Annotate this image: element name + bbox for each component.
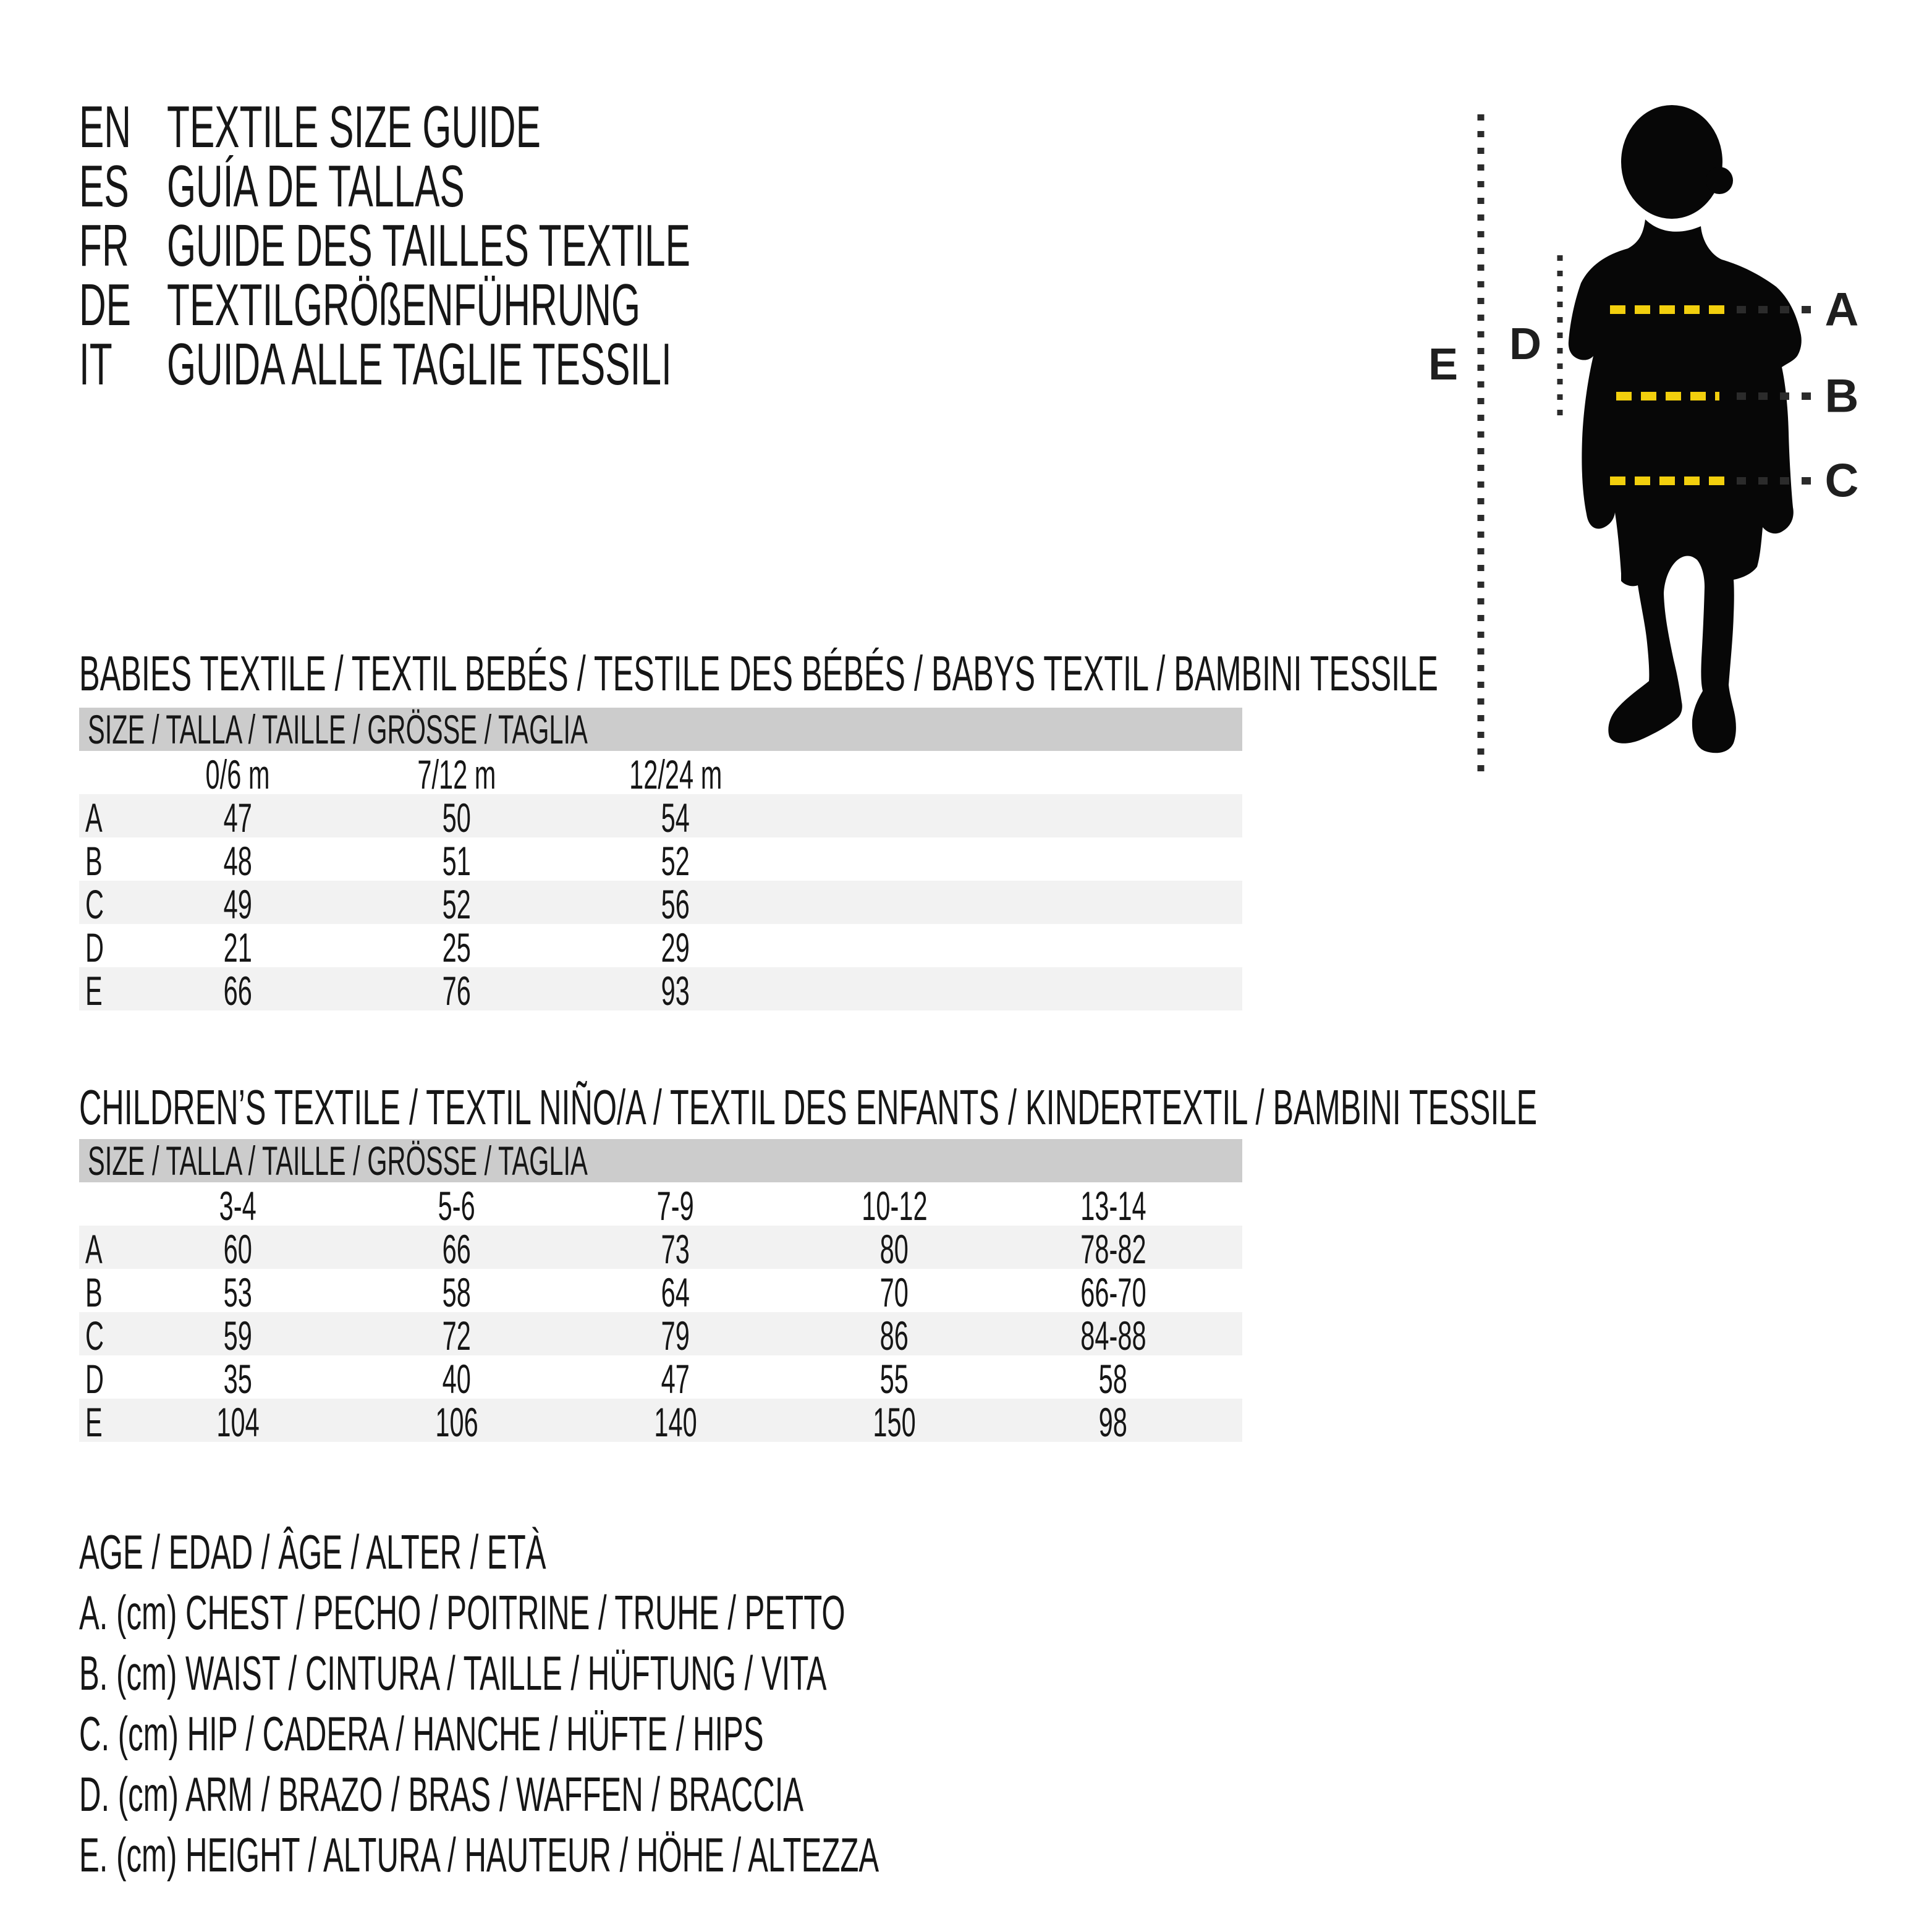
table-row: [79, 1312, 1242, 1358]
value-cell: 58: [1098, 1356, 1128, 1402]
table-row: [79, 967, 1242, 1014]
legend-item: B. (cm) WAIST / CINTURA / TAILLE / HÜFTUNG / VITA: [79, 1646, 827, 1700]
value-cell: 140: [654, 1399, 697, 1445]
table-row: [79, 881, 1242, 927]
column-header: 13-14: [1080, 1183, 1146, 1229]
row-label: B: [85, 838, 103, 884]
column-header: 5-6: [438, 1183, 476, 1229]
language-title: GUIDE DES TAILLES TEXTILE: [167, 213, 691, 279]
value-cell: 29: [661, 925, 690, 970]
children-size-table: [79, 1138, 1242, 1445]
language-title: TEXTILGRÖßENFÜHRUNG: [167, 272, 641, 338]
value-cell: 49: [223, 881, 253, 927]
legend-item: A. (cm) CHEST / PECHO / POITRINE / TRUHE / PETTO: [79, 1585, 845, 1640]
value-cell: 66: [442, 1226, 472, 1272]
row-label: C: [85, 881, 104, 927]
measurement-legend: [79, 1522, 1349, 1885]
table-row: [79, 837, 1242, 884]
value-cell: 52: [661, 838, 690, 884]
value-cell: 50: [442, 795, 472, 841]
value-cell: 55: [879, 1356, 909, 1402]
value-cell: 93: [661, 968, 690, 1014]
value-cell: 25: [442, 925, 472, 970]
height-label: E: [1428, 340, 1459, 389]
column-header: 10-12: [861, 1183, 928, 1229]
column-header: 7-9: [656, 1183, 695, 1229]
babies-section-title: [79, 646, 1932, 701]
language-code: EN: [79, 94, 132, 160]
value-cell: 66: [223, 968, 253, 1014]
language-title: GUÍA DE TALLAS: [167, 153, 465, 219]
row-label: E: [85, 1399, 103, 1445]
value-cell: 51: [442, 838, 472, 884]
language-code: DE: [79, 272, 132, 338]
value-cell: 98: [1098, 1399, 1128, 1445]
column-header: 12/24 m: [629, 752, 722, 797]
language-code: ES: [79, 153, 129, 219]
value-cell: 47: [223, 795, 253, 841]
value-cell: 70: [879, 1269, 909, 1315]
babies-size-table: [79, 706, 1242, 1014]
chest-label: A: [1824, 283, 1859, 336]
value-cell: 52: [442, 881, 472, 927]
value-cell: 54: [661, 795, 690, 841]
value-cell: 47: [661, 1356, 690, 1402]
value-cell: 58: [442, 1269, 472, 1315]
value-cell: 56: [661, 881, 690, 927]
row-label: D: [85, 1356, 104, 1402]
size-header-label: SIZE / TALLA / TAILLE / GRÖSSE / TAGLIA: [88, 1138, 588, 1184]
waist-label: B: [1824, 370, 1859, 423]
value-cell: 106: [435, 1399, 478, 1445]
value-cell: 60: [223, 1226, 253, 1272]
value-cell: 79: [661, 1313, 690, 1358]
row-label: A: [85, 795, 103, 841]
legend-item: C. (cm) HIP / CADERA / HANCHE / HÜFTE / HIPS: [79, 1706, 764, 1761]
children-section-title-text: CHILDREN’S TEXTILE / TEXTIL NIÑO/A / TEXTIL DES ENFANTS / KINDERTEXTIL / BAMBINI TESSILE: [79, 1080, 1538, 1135]
row-label: D: [85, 925, 104, 970]
legend-item: D. (cm) ARM / BRAZO / BRAS / WAFFEN / BRACCIA: [79, 1767, 804, 1821]
silhouette-ear: [1706, 167, 1733, 194]
table-row: [79, 1355, 1242, 1402]
column-header: 3-4: [219, 1183, 257, 1229]
language-code: IT: [79, 331, 112, 397]
value-cell: 64: [661, 1269, 690, 1315]
arm-label: D: [1509, 320, 1541, 369]
hip-label: C: [1824, 454, 1859, 507]
value-cell: 84-88: [1080, 1313, 1146, 1358]
row-label: B: [85, 1269, 103, 1315]
value-cell: 21: [223, 925, 253, 970]
value-cell: 59: [223, 1313, 253, 1358]
value-cell: 35: [223, 1356, 253, 1402]
legend-item: E. (cm) HEIGHT / ALTURA / HAUTEUR / HÖHE / ALTEZZA: [79, 1828, 879, 1882]
row-label: A: [85, 1226, 103, 1272]
language-title: GUIDA ALLE TAGLIE TESSILI: [167, 331, 672, 397]
legend-age-line: AGE / EDAD / ÂGE / ALTER / ETÀ: [79, 1525, 546, 1579]
value-cell: 53: [223, 1269, 253, 1315]
value-cell: 73: [661, 1226, 690, 1272]
babies-table-header-bar: [79, 708, 1242, 751]
column-header: 7/12 m: [417, 752, 496, 797]
value-cell: 48: [223, 838, 253, 884]
value-cell: 86: [879, 1313, 909, 1358]
babies-columns-row: [79, 751, 1242, 797]
value-cell: 72: [442, 1313, 472, 1358]
children-table-header-bar: [79, 1139, 1242, 1182]
size-header-label: SIZE / TALLA / TAILLE / GRÖSSE / TAGLIA: [88, 706, 588, 752]
column-header: 0/6 m: [205, 752, 270, 797]
value-cell: 150: [873, 1399, 916, 1445]
children-section-title: [79, 1080, 1932, 1135]
table-row: [79, 1226, 1242, 1272]
table-row: [79, 1399, 1242, 1445]
babies-section-title-text: BABIES TEXTILE / TEXTIL BEBÉS / TESTILE DES BÉBÉS / BABYS TEXTIL / BAMBINI TESSILE: [79, 646, 1438, 701]
table-row: [79, 1269, 1242, 1315]
silhouette-head: [1621, 105, 1722, 219]
value-cell: 80: [879, 1226, 909, 1272]
row-label: C: [85, 1313, 104, 1358]
children-columns-row: [79, 1182, 1242, 1229]
value-cell: 66-70: [1080, 1269, 1146, 1315]
language-code: FR: [79, 213, 129, 279]
table-row: [79, 924, 1242, 970]
row-label: E: [85, 968, 103, 1014]
value-cell: 104: [216, 1399, 260, 1445]
table-row: [79, 794, 1242, 841]
value-cell: 76: [442, 968, 472, 1014]
language-title: TEXTILE SIZE GUIDE: [167, 94, 541, 160]
value-cell: 40: [442, 1356, 472, 1402]
value-cell: 78-82: [1080, 1226, 1146, 1272]
